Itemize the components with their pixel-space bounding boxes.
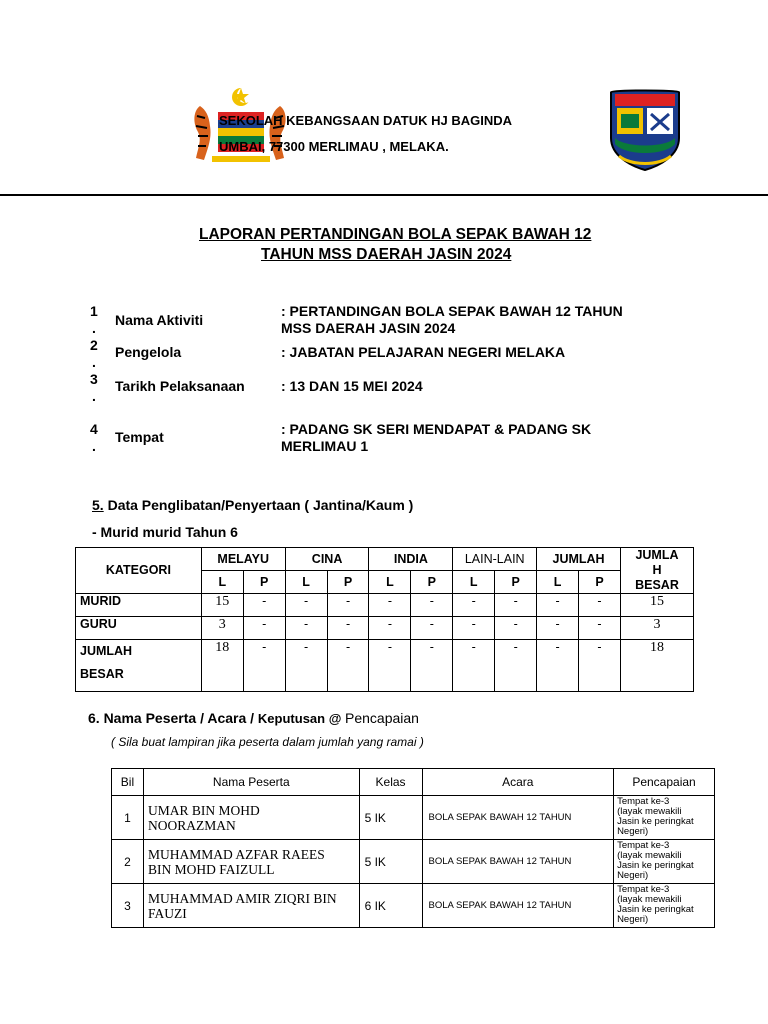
table-row bbox=[112, 796, 715, 840]
kelas-cell: 5 IK bbox=[359, 796, 422, 840]
table-cell: - bbox=[537, 594, 579, 617]
jumlah-besar-header-line: BESAR bbox=[635, 578, 679, 592]
sub-header-p: P bbox=[411, 571, 453, 594]
table-cell: - bbox=[411, 617, 453, 640]
section5-title: Data Penglibatan/Penyertaan ( Jantina/Kaum ) bbox=[103, 497, 414, 513]
sub-header-p: P bbox=[495, 571, 537, 594]
table-cell: - bbox=[579, 594, 621, 617]
pencapaian-line: Jasin ke peringkat bbox=[617, 904, 694, 915]
table-cell: - bbox=[243, 594, 285, 617]
pencapaian-line: (layak mewakili bbox=[617, 850, 682, 861]
info-number-dot: . bbox=[92, 354, 96, 370]
pencapaian-cell bbox=[614, 796, 715, 840]
acara-cell: BOLA SEPAK BAWAH 12 TAHUN bbox=[422, 796, 614, 840]
table-cell: - bbox=[453, 594, 495, 617]
table-cell: - bbox=[579, 640, 621, 692]
group-header-lain-lain: LAIN-LAIN bbox=[453, 548, 537, 571]
school-address: UMBAI, 77300 MERLIMAU , MELAKA. bbox=[219, 139, 449, 154]
table-cell-total: 18 bbox=[620, 640, 693, 692]
name-cell bbox=[143, 796, 359, 840]
table-cell-total: 3 bbox=[620, 617, 693, 640]
table-row bbox=[76, 617, 694, 640]
section5-number: 5. bbox=[92, 497, 104, 513]
bil-cell: 3 bbox=[112, 884, 144, 928]
name-cell bbox=[143, 840, 359, 884]
info-value: : PADANG SK SERI MENDAPAT & PADANG SK bbox=[281, 421, 592, 437]
name-line: BIN MOHD FAIZULL bbox=[147, 861, 275, 877]
pencapaian-line: (layak mewakili bbox=[617, 806, 682, 817]
kelas-cell: 6 IK bbox=[359, 884, 422, 928]
sub-header-p: P bbox=[243, 571, 285, 594]
info-value-cont: MERLIMAU 1 bbox=[281, 438, 369, 454]
pencapaian-line: Tempat ke-3 bbox=[617, 884, 670, 895]
table-cell: - bbox=[327, 594, 369, 617]
jumlah-besar-header-line: H bbox=[652, 563, 662, 577]
table-cell: - bbox=[285, 640, 327, 692]
info-number: 1 bbox=[90, 303, 98, 319]
row-label: MURID bbox=[76, 594, 202, 617]
pencapaian-line: Tempat ke-3 bbox=[617, 840, 670, 851]
kelas-cell: 5 IK bbox=[359, 840, 422, 884]
info-value: : PERTANDINGAN BOLA SEPAK BAWAH 12 TAHUN bbox=[281, 303, 623, 319]
school-name: SEKOLAH KEBANGSAAN DATUK HJ BAGINDA bbox=[219, 113, 512, 128]
section5-subheading: - Murid murid Tahun 6 bbox=[92, 524, 238, 540]
table-cell: - bbox=[537, 640, 579, 692]
report-title-line1: LAPORAN PERTANDINGAN BOLA SEPAK BAWAH 12 bbox=[199, 226, 592, 243]
header-bil: Bil bbox=[112, 769, 144, 796]
pencapaian-line: Negeri) bbox=[617, 870, 649, 881]
section6-note: ( Sila buat lampiran jika peserta dalam jumlah yang ramai ) bbox=[111, 735, 424, 749]
table-row bbox=[112, 884, 715, 928]
table-cell: 18 bbox=[201, 640, 243, 692]
row-label-line: JUMLAH bbox=[80, 644, 133, 658]
table-cell: - bbox=[243, 640, 285, 692]
acara-cell: BOLA SEPAK BAWAH 12 TAHUN bbox=[422, 840, 614, 884]
info-label: Tempat bbox=[115, 429, 164, 445]
sub-header-p: P bbox=[327, 571, 369, 594]
pencapaian-line: Jasin ke peringkat bbox=[617, 816, 694, 827]
group-header-jumlah: JUMLAH bbox=[537, 548, 621, 571]
table-cell: - bbox=[285, 594, 327, 617]
pencapaian-line: Negeri) bbox=[617, 826, 649, 837]
info-value: : JABATAN PELAJARAN NEGERI MELAKA bbox=[281, 344, 566, 360]
sub-header-l: L bbox=[537, 571, 579, 594]
sub-header-l: L bbox=[285, 571, 327, 594]
school-crest-logo bbox=[605, 86, 685, 172]
bil-cell: 2 bbox=[112, 840, 144, 884]
table-cell: - bbox=[411, 640, 453, 692]
info-label: Nama Aktiviti bbox=[115, 312, 204, 328]
header-acara: Acara bbox=[422, 769, 614, 796]
sub-header-l: L bbox=[201, 571, 243, 594]
header-kelas: Kelas bbox=[359, 769, 422, 796]
info-number: 2 bbox=[90, 337, 98, 353]
section6-heading-c: Pencapaian bbox=[345, 710, 419, 726]
pencapaian-line: Negeri) bbox=[617, 914, 649, 925]
row-label-line: BESAR bbox=[80, 667, 124, 681]
group-header-melayu: MELAYU bbox=[201, 548, 285, 571]
table-cell: - bbox=[327, 640, 369, 692]
info-label: Pengelola bbox=[115, 344, 182, 360]
info-number-dot: . bbox=[92, 320, 96, 336]
info-number-dot: . bbox=[92, 388, 96, 404]
name-cell bbox=[143, 884, 359, 928]
table-cell: - bbox=[495, 640, 537, 692]
table-row bbox=[76, 594, 694, 617]
info-number-dot: . bbox=[92, 438, 96, 454]
header-pencapaian: Pencapaian bbox=[614, 769, 715, 796]
sub-header-l: L bbox=[453, 571, 495, 594]
participation-table bbox=[75, 547, 694, 692]
pencapaian-line: Tempat ke-3 bbox=[617, 796, 670, 807]
sub-header-p: P bbox=[579, 571, 621, 594]
name-line: UMAR BIN MOHD bbox=[147, 802, 260, 818]
table-cell: - bbox=[453, 640, 495, 692]
table-cell: - bbox=[537, 617, 579, 640]
pencapaian-line: Jasin ke peringkat bbox=[617, 860, 694, 871]
section6-heading bbox=[88, 710, 419, 726]
info-number: 4 bbox=[90, 421, 98, 437]
table-cell: - bbox=[369, 617, 411, 640]
table-cell: - bbox=[243, 617, 285, 640]
info-label: Tarikh Pelaksanaan bbox=[115, 378, 245, 394]
table-cell: - bbox=[453, 617, 495, 640]
acara-cell: BOLA SEPAK BAWAH 12 TAHUN bbox=[422, 884, 614, 928]
pencapaian-line: (layak mewakili bbox=[617, 894, 682, 905]
report-title-line2: TAHUN MSS DAERAH JASIN 2024 bbox=[261, 246, 512, 263]
table-cell: - bbox=[411, 594, 453, 617]
jumlah-besar-header-line: JUMLA bbox=[635, 548, 679, 562]
header-nama-peserta: Nama Peserta bbox=[143, 769, 359, 796]
table-cell: - bbox=[369, 640, 411, 692]
table-cell: 3 bbox=[201, 617, 243, 640]
section6-heading-a: 6. Nama Peserta / Acara / bbox=[88, 710, 258, 726]
name-line: NOORAZMAN bbox=[147, 817, 236, 833]
group-header-india: INDIA bbox=[369, 548, 453, 571]
table-cell: - bbox=[327, 617, 369, 640]
header-divider bbox=[0, 194, 768, 196]
table-cell: - bbox=[285, 617, 327, 640]
table-cell: - bbox=[495, 617, 537, 640]
pencapaian-cell bbox=[614, 840, 715, 884]
jumlah-besar-header bbox=[620, 548, 693, 594]
participants-table bbox=[111, 768, 715, 928]
bil-cell: 1 bbox=[112, 796, 144, 840]
table-cell-total: 15 bbox=[620, 594, 693, 617]
table-row bbox=[76, 640, 694, 692]
kategori-header: KATEGORI bbox=[76, 548, 202, 594]
pencapaian-cell bbox=[614, 884, 715, 928]
table-row bbox=[112, 840, 715, 884]
section5-heading bbox=[92, 497, 413, 513]
table-cell: - bbox=[579, 617, 621, 640]
info-value-cont: MSS DAERAH JASIN 2024 bbox=[281, 320, 456, 336]
row-label bbox=[76, 640, 202, 692]
row-label: GURU bbox=[76, 617, 202, 640]
table-cell: - bbox=[495, 594, 537, 617]
name-line: MUHAMMAD AZFAR RAEES bbox=[147, 846, 325, 862]
info-value: : 13 DAN 15 MEI 2024 bbox=[281, 378, 423, 394]
info-number: 3 bbox=[90, 371, 98, 387]
name-line: MUHAMMAD AMIR ZIQRI BIN bbox=[147, 890, 337, 906]
sub-header-l: L bbox=[369, 571, 411, 594]
table-cell: - bbox=[369, 594, 411, 617]
section6-heading-b: Keputusan @ bbox=[257, 711, 345, 726]
table-cell: 15 bbox=[201, 594, 243, 617]
name-line: FAUZI bbox=[147, 905, 187, 921]
group-header-cina: CINA bbox=[285, 548, 369, 571]
